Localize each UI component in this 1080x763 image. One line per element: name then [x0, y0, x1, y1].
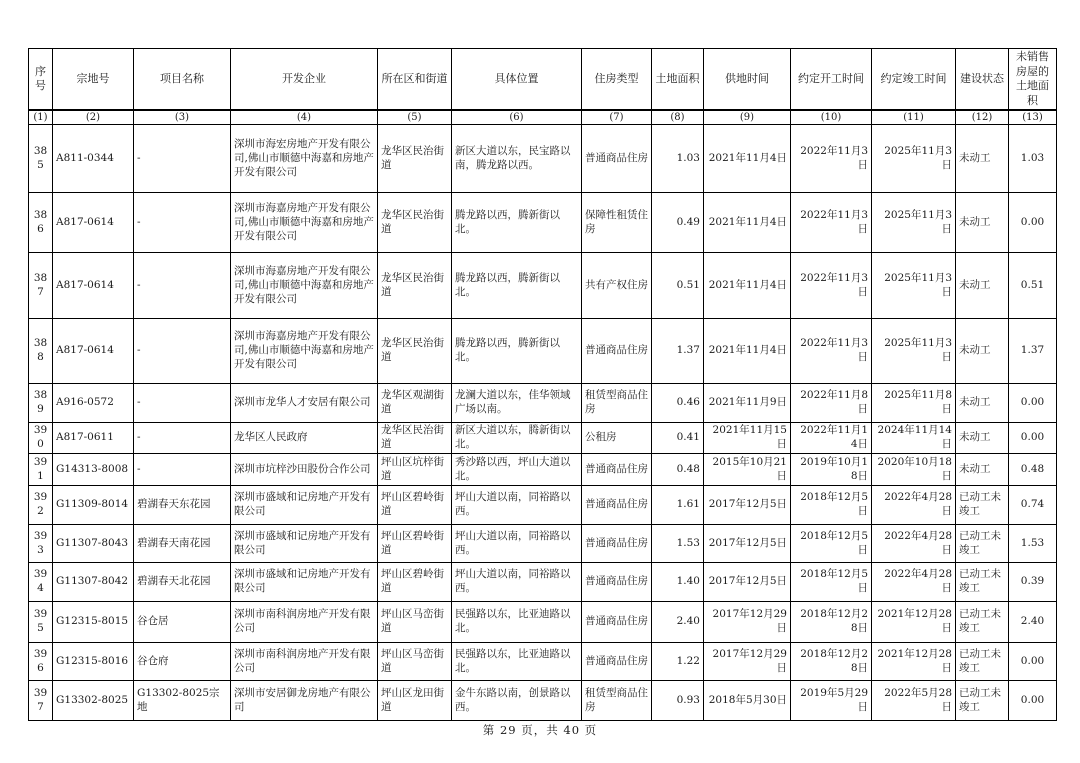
table-cell: 坪山区碧岭街道	[378, 563, 452, 602]
header-cell: 约定竣工时间	[872, 49, 956, 111]
header-cell: 约定开工时间	[791, 49, 872, 111]
table-cell: 0.46	[652, 384, 704, 423]
table-cell: 397	[29, 681, 53, 721]
table-cell: -	[134, 384, 231, 423]
table-cell: 2025年11月3日	[872, 319, 956, 384]
table-cell: 2022年4月28日	[872, 563, 956, 602]
table-cell: 2017年12月5日	[704, 525, 791, 563]
table-cell: 普通商品住房	[582, 563, 652, 602]
table-cell: 未动工	[956, 125, 1009, 193]
table-cell: 普通商品住房	[582, 486, 652, 525]
table-cell: 386	[29, 193, 53, 253]
table-cell: A811-0344	[53, 125, 134, 193]
table-cell: 391	[29, 454, 53, 486]
table-cell: 0.74	[1009, 486, 1057, 525]
table-row	[29, 525, 1057, 563]
table-cell: 1.37	[652, 319, 704, 384]
table-header-row	[29, 49, 1057, 111]
table-cell: 1.53	[1009, 525, 1057, 563]
table-cell: 深圳市龙华人才安居有限公司	[231, 384, 378, 423]
table-cell: 2018年12月5日	[791, 525, 872, 563]
table-cell: 碧湖春天南花园	[134, 525, 231, 563]
table-cell: 已动工未竣工	[956, 643, 1009, 681]
column-number-cell: (2)	[53, 110, 134, 125]
column-number-cell: (7)	[582, 110, 652, 125]
table-cell: 2018年12月5日	[791, 563, 872, 602]
table-cell: 2025年11月8日	[872, 384, 956, 423]
page-number-footer: 第 29 页，共 40 页	[482, 723, 598, 737]
table-cell: 1.03	[652, 125, 704, 193]
table-cell: 未动工	[956, 384, 1009, 423]
table-cell: 0.51	[1009, 253, 1057, 319]
column-number-cell: (12)	[956, 110, 1009, 125]
table-cell: 坪山区碧岭街道	[378, 525, 452, 563]
header-cell: 序号	[29, 49, 53, 111]
table-cell: 2018年12月28日	[791, 643, 872, 681]
table-cell: 深圳市盛域和记房地产开发有限公司	[231, 563, 378, 602]
table-cell: 0.93	[652, 681, 704, 721]
table-cell: -	[134, 125, 231, 193]
table-cell: A817-0614	[53, 319, 134, 384]
table-cell: 金牛东路以南，创景路以西。	[452, 681, 582, 721]
table-cell: 深圳市南科润房地产开发有限公司	[231, 602, 378, 643]
table-cell: 2021年11月4日	[704, 125, 791, 193]
table-cell: 2024年11月14日	[872, 423, 956, 454]
table-cell: 公租房	[582, 423, 652, 454]
table-cell: 谷仓府	[134, 643, 231, 681]
table-cell: 民强路以东，比亚迪路以北。	[452, 643, 582, 681]
table-cell: 2022年11月3日	[791, 125, 872, 193]
table-cell: 坪山大道以南，同裕路以西。	[452, 563, 582, 602]
table-cell: 未动工	[956, 193, 1009, 253]
header-cell: 住房类型	[582, 49, 652, 111]
table-row	[29, 486, 1057, 525]
table-cell: 389	[29, 384, 53, 423]
table-cell: 2022年11月3日	[791, 253, 872, 319]
table-cell: 390	[29, 423, 53, 454]
table-cell: 已动工未竣工	[956, 563, 1009, 602]
table-cell: -	[134, 319, 231, 384]
table-cell: 2025年11月3日	[872, 193, 956, 253]
table-cell: 深圳市海嘉房地产开发有限公司,佛山市顺德中海嘉和房地产开发有限公司	[231, 193, 378, 253]
table-cell: G11309-8014	[53, 486, 134, 525]
table-cell: 387	[29, 253, 53, 319]
table-cell: 深圳市海嘉房地产开发有限公司,佛山市顺德中海嘉和房地产开发有限公司	[231, 253, 378, 319]
table-cell: 2025年11月3日	[872, 253, 956, 319]
table-cell: 1.22	[652, 643, 704, 681]
table-cell: 普通商品住房	[582, 602, 652, 643]
table-cell: 已动工未竣工	[956, 681, 1009, 721]
table-cell: 2015年10月21日	[704, 454, 791, 486]
table-cell: 普通商品住房	[582, 454, 652, 486]
table-cell: 龙澜大道以东，佳华领域广场以南。	[452, 384, 582, 423]
header-cell: 宗地号	[53, 49, 134, 111]
table-cell: 2017年12月5日	[704, 563, 791, 602]
table-cell: 2018年12月28日	[791, 602, 872, 643]
column-number-cell: (9)	[704, 110, 791, 125]
land-parcel-table	[28, 48, 1057, 721]
table-cell: 普通商品住房	[582, 319, 652, 384]
table-cell: A817-0614	[53, 253, 134, 319]
table-row	[29, 602, 1057, 643]
table-cell: 未动工	[956, 423, 1009, 454]
column-number-cell: (13)	[1009, 110, 1057, 125]
table-cell: 龙华区民治街道	[378, 253, 452, 319]
table-row	[29, 681, 1057, 721]
table-cell: 保障性租赁住房	[582, 193, 652, 253]
table-cell: 2022年5月28日	[872, 681, 956, 721]
header-cell: 开发企业	[231, 49, 378, 111]
table-cell: 0.49	[652, 193, 704, 253]
table-cell: 2021年11月4日	[704, 253, 791, 319]
table-cell: 租赁型商品住房	[582, 384, 652, 423]
table-cell: 深圳市安居御龙房地产有限公司	[231, 681, 378, 721]
header-cell: 未销售房屋的土地面积	[1009, 49, 1057, 111]
table-cell: 2021年11月4日	[704, 193, 791, 253]
table-cell: 坪山大道以南，同裕路以西。	[452, 525, 582, 563]
table-row	[29, 423, 1057, 454]
table-cell: 394	[29, 563, 53, 602]
table-cell: 2017年12月29日	[704, 643, 791, 681]
table-cell: 2017年12月5日	[704, 486, 791, 525]
table-row	[29, 563, 1057, 602]
table-cell: 395	[29, 602, 53, 643]
table-cell: 坪山区坑梓街道	[378, 454, 452, 486]
table-cell: A817-0611	[53, 423, 134, 454]
table-row	[29, 125, 1057, 193]
table-cell: 深圳市坑梓沙田股份合作公司	[231, 454, 378, 486]
table-cell: 0.00	[1009, 193, 1057, 253]
table-cell: 已动工未竣工	[956, 602, 1009, 643]
table-cell: 已动工未竣工	[956, 486, 1009, 525]
table-cell: 未动工	[956, 454, 1009, 486]
table-cell: 坪山区马峦街道	[378, 643, 452, 681]
table-cell: 2022年4月28日	[872, 486, 956, 525]
table-cell: 2021年11月9日	[704, 384, 791, 423]
table-cell: 392	[29, 486, 53, 525]
table-cell: 民强路以东，比亚迪路以北。	[452, 602, 582, 643]
table-cell: 0.00	[1009, 681, 1057, 721]
table-cell: 深圳市盛域和记房地产开发有限公司	[231, 486, 378, 525]
table-cell: 2021年11月15日	[704, 423, 791, 454]
table-cell: 坪山大道以南，同裕路以西。	[452, 486, 582, 525]
column-number-cell: (5)	[378, 110, 452, 125]
header-cell: 项目名称	[134, 49, 231, 111]
table-cell: 385	[29, 125, 53, 193]
table-cell: 1.37	[1009, 319, 1057, 384]
table-cell: 龙华区观湖街道	[378, 384, 452, 423]
column-number-cell: (8)	[652, 110, 704, 125]
table-cell: G12315-8015	[53, 602, 134, 643]
header-cell: 具体位置	[452, 49, 582, 111]
table-cell: 秀沙路以西，坪山大道以北。	[452, 454, 582, 486]
table-cell: 新区大道以东，腾新街以北。	[452, 423, 582, 454]
table-cell: 普通商品住房	[582, 125, 652, 193]
table-cell: 1.53	[652, 525, 704, 563]
table-cell: 腾龙路以西，腾新街以北。	[452, 253, 582, 319]
table-cell: 碧湖春天东花园	[134, 486, 231, 525]
table-cell: 0.00	[1009, 423, 1057, 454]
table-cell: 2025年11月3日	[872, 125, 956, 193]
column-number-cell: (1)	[29, 110, 53, 125]
table-cell: 碧湖春天北花园	[134, 563, 231, 602]
table-cell: 共有产权住房	[582, 253, 652, 319]
table-cell: 1.61	[652, 486, 704, 525]
table-cell: 龙华区民治街道	[378, 193, 452, 253]
table-row	[29, 319, 1057, 384]
column-number-cell: (11)	[872, 110, 956, 125]
table-cell: 0.39	[1009, 563, 1057, 602]
table-cell: -	[134, 253, 231, 319]
table-cell: 坪山区碧岭街道	[378, 486, 452, 525]
table-cell: 租赁型商品住房	[582, 681, 652, 721]
table-cell: -	[134, 454, 231, 486]
table-cell: 0.00	[1009, 643, 1057, 681]
table-cell: 0.51	[652, 253, 704, 319]
table-cell: G12315-8016	[53, 643, 134, 681]
table-cell: 2018年12月5日	[791, 486, 872, 525]
table-row	[29, 253, 1057, 319]
header-cell: 建设状态	[956, 49, 1009, 111]
table-cell: 0.48	[1009, 454, 1057, 486]
header-cell: 所在区和街道	[378, 49, 452, 111]
table-row	[29, 193, 1057, 253]
table-cell: 0.48	[652, 454, 704, 486]
table-cell: G11307-8042	[53, 563, 134, 602]
table-cell: 普通商品住房	[582, 525, 652, 563]
table-cell: 2.40	[1009, 602, 1057, 643]
table-cell: -	[134, 193, 231, 253]
table-cell: -	[134, 423, 231, 454]
table-cell: 深圳市海嘉房地产开发有限公司,佛山市顺德中海嘉和房地产开发有限公司	[231, 319, 378, 384]
table-cell: 2022年11月14日	[791, 423, 872, 454]
table-cell: 谷仓居	[134, 602, 231, 643]
table-row	[29, 454, 1057, 486]
table-cell: A817-0614	[53, 193, 134, 253]
table-cell: 2020年10月18日	[872, 454, 956, 486]
header-cell: 供地时间	[704, 49, 791, 111]
table-cell: 2022年11月8日	[791, 384, 872, 423]
table-cell: 1.03	[1009, 125, 1057, 193]
table-cell: 2022年11月3日	[791, 193, 872, 253]
column-number-cell: (6)	[452, 110, 582, 125]
table-cell: 2022年11月3日	[791, 319, 872, 384]
column-number-cell: (10)	[791, 110, 872, 125]
table-cell: 2019年5月29日	[791, 681, 872, 721]
header-cell: 土地面积	[652, 49, 704, 111]
table-cell: 2021年11月4日	[704, 319, 791, 384]
table-cell: 2.40	[652, 602, 704, 643]
table-cell: 普通商品住房	[582, 643, 652, 681]
table-cell: 未动工	[956, 253, 1009, 319]
table-cell: 396	[29, 643, 53, 681]
table-cell: 已动工未竣工	[956, 525, 1009, 563]
table-cell: A916-0572	[53, 384, 134, 423]
table-cell: 2017年12月29日	[704, 602, 791, 643]
table-cell: G11307-8043	[53, 525, 134, 563]
table-cell: 深圳市盛域和记房地产开发有限公司	[231, 525, 378, 563]
table-cell: G13302-8025宗地	[134, 681, 231, 721]
table-cell: 新区大道以东，民宝路以南，腾龙路以西。	[452, 125, 582, 193]
table-cell: 2021年12月28日	[872, 602, 956, 643]
table-cell: 深圳市南科润房地产开发有限公司	[231, 643, 378, 681]
table-cell: G13302-8025	[53, 681, 134, 721]
table-cell: 深圳市海宏房地产开发有限公司,佛山市顺德中海嘉和房地产开发有限公司	[231, 125, 378, 193]
table-cell: 0.00	[1009, 384, 1057, 423]
table-cell: 393	[29, 525, 53, 563]
table-cell: 坪山区马峦街道	[378, 602, 452, 643]
table-cell: G14313-8008	[53, 454, 134, 486]
table-row	[29, 384, 1057, 423]
table-cell: 2022年4月28日	[872, 525, 956, 563]
table-cell: 2018年5月30日	[704, 681, 791, 721]
table-cell: 龙华区民治街道	[378, 319, 452, 384]
table-cell: 未动工	[956, 319, 1009, 384]
table-cell: 腾龙路以西，腾新街以北。	[452, 319, 582, 384]
table-cell: 腾龙路以西，腾新街以北。	[452, 193, 582, 253]
table-cell: 388	[29, 319, 53, 384]
column-number-cell: (4)	[231, 110, 378, 125]
table-cell: 2019年10月18日	[791, 454, 872, 486]
column-number-cell: (3)	[134, 110, 231, 125]
table-cell: 坪山区龙田街道	[378, 681, 452, 721]
table-cell: 龙华区人民政府	[231, 423, 378, 454]
table-cell: 0.41	[652, 423, 704, 454]
table-cell: 龙华区民治街道	[378, 125, 452, 193]
table-cell: 2021年12月28日	[872, 643, 956, 681]
table-cell: 1.40	[652, 563, 704, 602]
table-cell: 龙华区民治街道	[378, 423, 452, 454]
table-row	[29, 643, 1057, 681]
column-number-row	[29, 110, 1057, 125]
